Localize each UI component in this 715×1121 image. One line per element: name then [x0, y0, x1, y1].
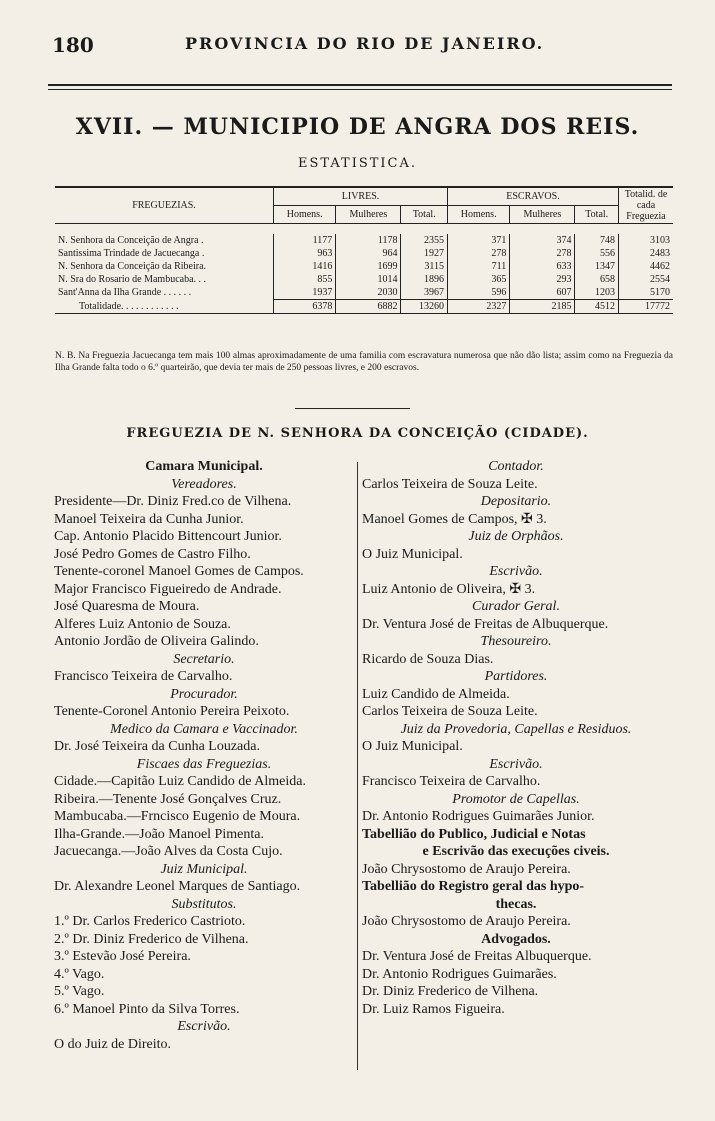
entry-line: O Juiz Municipal. [362, 739, 463, 754]
entry-line: José Quaresma de Moura. [54, 599, 200, 614]
section-heading: Escrivão. [489, 564, 543, 579]
table-cell: 4462 [619, 260, 674, 273]
municipio-title: XVII. — MUNICIPIO DE ANGRA DOS REIS. [75, 114, 640, 140]
totalidade-header: Totalid. de cada Freguezia [619, 187, 674, 224]
total-row [55, 300, 673, 314]
total-cell: 13260 [401, 300, 448, 314]
subheader-cell: Mulheres [336, 206, 401, 224]
table-cell: 371 [448, 234, 510, 247]
section-heading: Juiz da Provedoria, Capellas e Residuos. [400, 721, 632, 737]
entry-line: 3.º Estevão José Pereira. [54, 949, 191, 964]
entry-line: Dr. Antonio Rodrigues Guimarães. [362, 966, 557, 982]
entry-line: Francisco Teixeira de Carvalho. [54, 669, 233, 684]
freguezia-name: N. Senhora da Conceição de Angra . [58, 235, 204, 246]
table-row [55, 234, 673, 247]
section-heading: Partidores. [484, 669, 548, 684]
section-heading: Escrivão. [489, 756, 543, 772]
total-cell: 6882 [336, 300, 401, 314]
entry-line: Dr. Luiz Ramos Figueira. [362, 1001, 505, 1017]
section-heading: Juiz de Orphãos. [468, 529, 564, 544]
entry-line: João Chrysostomo de Araujo Pereira. [362, 914, 571, 929]
entry-line: Francisco Teixeira de Carvalho. [362, 774, 541, 789]
right-column [362, 458, 670, 1018]
subheader-cell: Mulheres [510, 206, 575, 224]
entry-line: Tenente-coronel Manoel Gomes de Campos. [54, 564, 304, 579]
table-cell: 1896 [401, 273, 448, 286]
entry-line: Luiz Candido de Almeida. [362, 686, 510, 702]
entry-line: O Juiz Municipal. [362, 546, 463, 562]
section-heading: Camara Municipal. [145, 459, 263, 474]
table-cell: 1203 [575, 286, 619, 300]
table-cell: 596 [448, 286, 510, 300]
column-separator [357, 462, 358, 1070]
total-label: Totalidade. . . . . . . . . . . . [79, 300, 179, 312]
table-cell: 2355 [401, 234, 448, 247]
entry-line: Dr. Alexandre Leonel Marques de Santiago. [54, 879, 301, 894]
table-cell: 658 [575, 273, 619, 286]
entry-line: 1.º Dr. Carlos Frederico Castrioto. [54, 914, 246, 929]
subheader-cell: Homens. [448, 206, 510, 224]
table-cell: 2030 [336, 286, 401, 300]
section-heading: Promotor de Capellas. [452, 791, 580, 807]
table-cell: 293 [510, 273, 575, 286]
entry-line: Mambucaba.—Frncisco Eugenio de Moura. [54, 809, 301, 824]
entry-line: Alferes Luiz Antonio de Souza. [54, 616, 231, 632]
freguezia-name: Santissima Trindade de Jacuecanga . [58, 248, 205, 259]
table-cell: 633 [510, 260, 575, 273]
entry-line: Antonio Jordão de Oliveira Galindo. [54, 634, 259, 649]
table-note: N. B. Na Freguezia Jacuecanga tem mais 100 almas aproximadamente de uma familia com escravatura numerosa que não dão lista; assim como na Freguezia da Ilha Grande falta todo o 6.º quarteirão, que devia ter mais de 250 pessoas livres, e 200 escravos. [55, 351, 673, 373]
section-heading: Procurador. [170, 686, 238, 702]
section-rule [295, 408, 410, 409]
top-rule [48, 84, 672, 86]
subheader-cell: Homens. [274, 206, 336, 224]
entry-line: Luiz Antonio de Oliveira, ✠ 3. [362, 581, 536, 597]
entry-line: Jacuecanga.—João Alves da Costa Cujo. [54, 844, 283, 859]
subheader-cell: Total. [401, 206, 448, 224]
section-heading: Secretario. [173, 651, 235, 667]
section-heading: Advogados. [481, 931, 551, 947]
entry-line: Dr. Diniz Frederico de Vilhena. [362, 984, 539, 999]
escravos-header: ESCRAVOS. [448, 187, 619, 206]
table-row [55, 247, 673, 260]
entry-line: João Chrysostomo de Araujo Pereira. [362, 861, 571, 877]
entry-line: Dr. Ventura José de Freitas de Albuquerque. [362, 616, 609, 632]
subheader-cell: Total. [575, 206, 619, 224]
table-cell: 556 [575, 247, 619, 260]
section-heading: Vereadores. [171, 476, 237, 492]
table-cell: 374 [510, 234, 575, 247]
table-cell: 711 [448, 260, 510, 273]
entry-line: Manoel Teixeira da Cunha Junior. [54, 511, 244, 527]
entry-line: Ricardo de Souza Dias. [362, 651, 494, 667]
entry-line: 6.º Manoel Pinto da Silva Torres. [54, 1001, 240, 1017]
total-cell: 4512 [575, 300, 619, 314]
section-heading: Contador. [488, 459, 544, 474]
table-cell: 1014 [336, 273, 401, 286]
entry-line: Tenente-Coronel Antonio Pereira Peixoto. [54, 704, 290, 719]
estatistica-title: ESTATISTICA. [297, 156, 418, 171]
entry-line: 2.º Dr. Diniz Frederico de Vilhena. [54, 931, 249, 947]
freguezia-name: Sant'Anna da Ilha Grande . . . . . . [58, 287, 192, 299]
entry-line: Carlos Teixeira de Souza Leite. [362, 476, 538, 492]
table-cell: 607 [510, 286, 575, 300]
table-cell: 748 [575, 234, 619, 247]
section-heading: Medico da Camara e Vaccinador. [110, 721, 298, 737]
table-cell: 1937 [274, 286, 336, 300]
entry-line: 5.º Vago. [54, 984, 105, 999]
table-cell: 278 [448, 247, 510, 260]
freguezia-name: N. Sra do Rosario de Mambucaba. . . [58, 274, 207, 285]
table-cell: 964 [336, 247, 401, 260]
table-row [55, 260, 673, 273]
table-cell: 1347 [575, 260, 619, 273]
total-cell: 17772 [619, 300, 674, 314]
entry-line: Manoel Gomes de Campos, ✠ 3. [362, 511, 547, 527]
entry-line: Presidente—Dr. Diniz Fred.co de Vilhena. [54, 494, 292, 509]
table-cell: 2554 [619, 273, 674, 286]
table-cell: 5170 [619, 286, 674, 300]
section-heading: Substitutos. [171, 896, 237, 912]
entry-line: Cidade.—Capitão Luiz Candido de Almeida. [54, 774, 306, 789]
entry-line: Cap. Antonio Placido Bittencourt Junior. [54, 529, 282, 544]
table-cell: 1699 [336, 260, 401, 273]
top-rule-thin [48, 89, 672, 90]
entry-line: 4.º Vago. [54, 966, 105, 982]
statistics-table [55, 186, 673, 314]
entry-line: Carlos Teixeira de Souza Leite. [362, 704, 538, 719]
table-cell: 365 [448, 273, 510, 286]
entry-line: Dr. José Teixeira da Cunha Louzada. [54, 739, 260, 754]
section-heading: Thesoureiro. [480, 634, 552, 649]
table-cell: 2483 [619, 247, 674, 260]
entry-line: Dr. Ventura José de Freitas Albuquerque. [362, 949, 592, 964]
table-cell: 1927 [401, 247, 448, 260]
entry-line: Dr. Antonio Rodrigues Guimarães Junior. [362, 809, 595, 824]
entry-line: O do Juiz de Direito. [54, 1036, 172, 1052]
entry-line: Tabellião do Registro geral das hypo- [362, 879, 585, 894]
freguezia-name: N. Senhora da Conceição da Ribeira. [58, 261, 207, 272]
section-heading: thecas. [495, 896, 537, 912]
table-cell: 1178 [336, 234, 401, 247]
table-cell: 1177 [274, 234, 336, 247]
section-heading: Fiscaes das Freguezias. [136, 756, 272, 772]
table-cell: 3967 [401, 286, 448, 300]
page-number: 180 [52, 33, 94, 57]
total-cell: 2327 [448, 300, 510, 314]
section-heading: Juiz Municipal. [160, 861, 248, 877]
section-heading: Curador Geral. [472, 599, 560, 614]
entry-line: Major Francisco Figueiredo de Andrade. [54, 581, 282, 597]
section-heading: e Escrivão das execuções civeis. [422, 844, 610, 859]
table-cell: 3103 [619, 234, 674, 247]
table-cell: 963 [274, 247, 336, 260]
table-cell: 3115 [401, 260, 448, 273]
running-title: PROVINCIA DO RIO DE JANEIRO. [185, 34, 545, 53]
section-heading: Depositario. [480, 494, 552, 509]
freguezias-header: FREGUEZIAS. [55, 187, 274, 224]
table-row [55, 273, 673, 286]
table-row [55, 286, 673, 300]
entry-line: Ribeira.—Tenente José Gonçalves Cruz. [54, 791, 282, 807]
total-cell: 2185 [510, 300, 575, 314]
section-heading: Escrivão. [177, 1019, 231, 1034]
table-cell: 855 [274, 273, 336, 286]
freguezia-title: FREGUEZIA DE N. SENHORA DA CONCEIÇÃO (CIDADE). [126, 426, 589, 441]
total-cell: 6378 [274, 300, 336, 314]
entry-line: Tabellião do Publico, Judicial e Notas [362, 826, 586, 842]
left-column [54, 458, 354, 1053]
table-cell: 1416 [274, 260, 336, 273]
entry-line: Ilha-Grande.—João Manoel Pimenta. [54, 826, 264, 842]
livres-header: LIVRES. [274, 187, 448, 206]
entry-line: José Pedro Gomes de Castro Filho. [54, 546, 251, 562]
table-cell: 278 [510, 247, 575, 260]
